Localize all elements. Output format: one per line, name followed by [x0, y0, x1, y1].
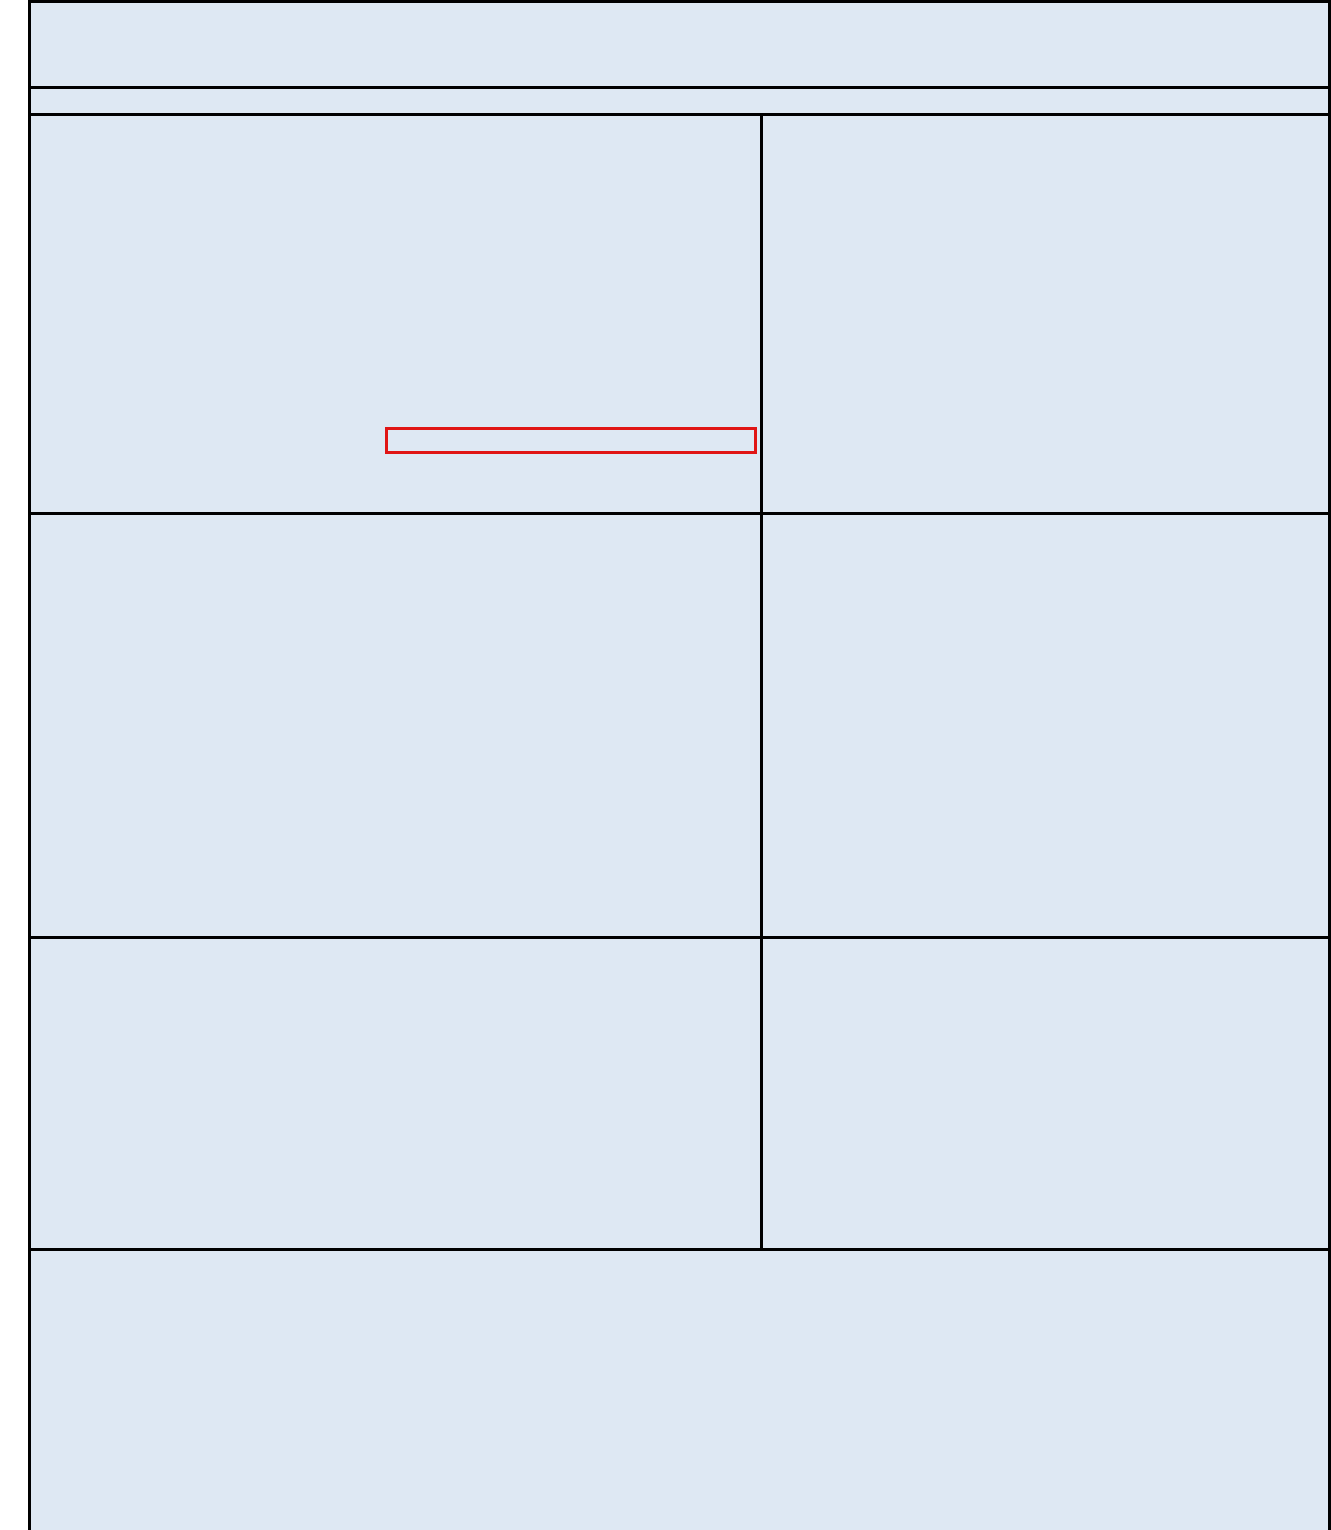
top-border: [28, 0, 1331, 3]
geometry-panel: [31, 1251, 1328, 1530]
divider-geometry: [28, 1248, 1331, 1251]
gutter-divider: [28, 0, 31, 1530]
divider-htp2: [28, 936, 1331, 939]
middle-divider: [760, 116, 763, 1248]
pressure-drop-panel: [763, 515, 1328, 936]
header-panel: [31, 3, 1328, 86]
divider-props: [28, 512, 1331, 515]
title-panel: [31, 89, 1328, 113]
heat-load-panel: [31, 939, 760, 1248]
velocity-panel: [763, 939, 1328, 1248]
row-number-gutter: [0, 0, 28, 1530]
htp-panel: [763, 116, 1328, 512]
divider-header: [28, 86, 1331, 89]
pressure-highlight-box: [385, 427, 757, 454]
properties-panel: [31, 515, 760, 936]
divider-title: [28, 113, 1331, 116]
